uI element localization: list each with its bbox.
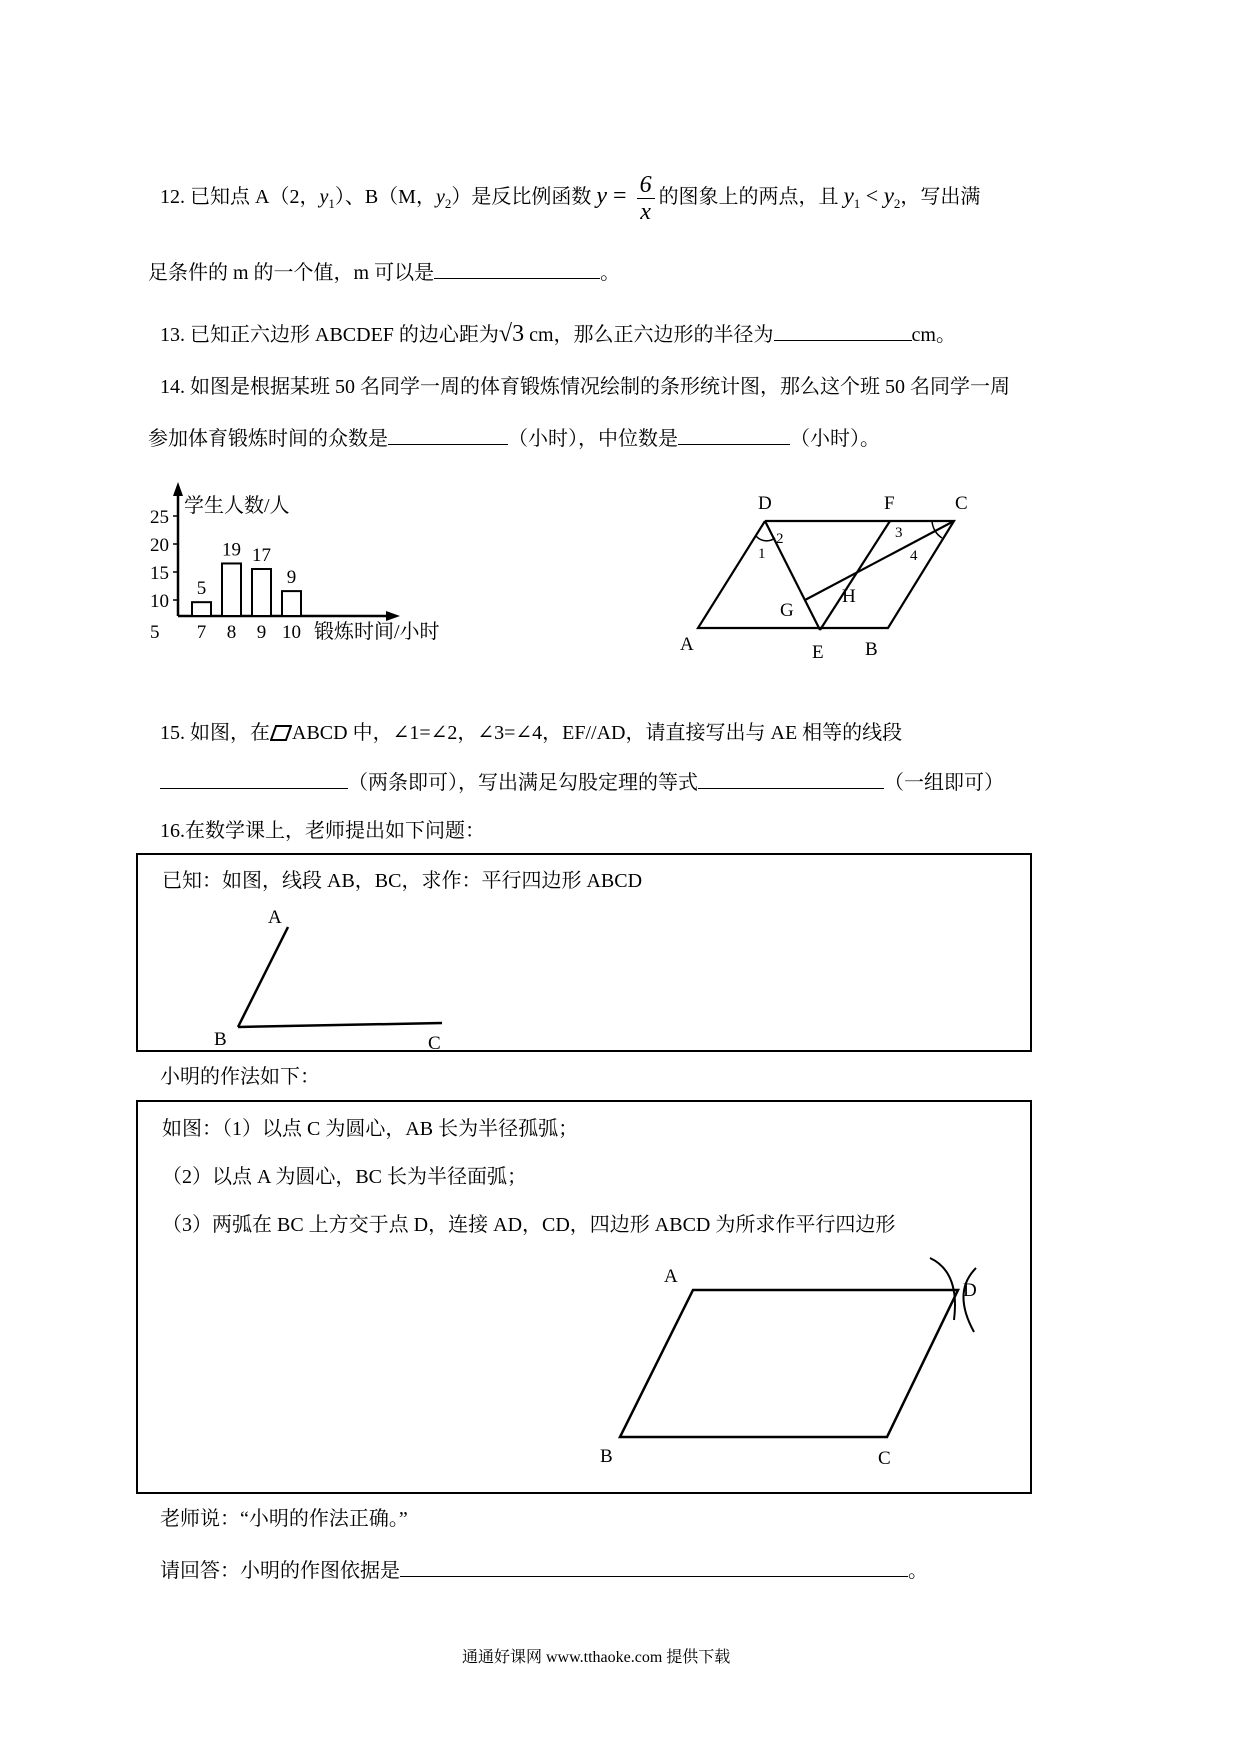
angle-label-2: 2 xyxy=(776,531,784,547)
problem-statement: 已知：如图，线段 AB，BC，求作：平行四边形 ABCD xyxy=(162,870,643,892)
q13-answer-blank[interactable] xyxy=(774,320,912,341)
x-axis-arrow xyxy=(386,611,400,621)
q13-line xyxy=(160,320,956,348)
q13-text-a: 13. 已知正六边形 ABCDEF 的边心距为 xyxy=(160,324,499,346)
q16-answer-blank[interactable] xyxy=(400,1556,908,1577)
q12-y2: y xyxy=(435,186,445,209)
step-3: （3）两弧在 BC 上方交于点 D，连接 AD，CD，四边形 ABCD 为所求作平行四边形 xyxy=(162,1214,896,1236)
bar-value-label: 5 xyxy=(196,578,207,600)
label-A: A xyxy=(680,634,694,655)
label-A: A xyxy=(664,1266,678,1287)
q14-line1 xyxy=(160,374,1010,400)
q15-text-b: ABCD 中，∠1=∠2，∠3=∠4，EF//AD，请直接写出与 AE 相等的线段 xyxy=(292,722,903,744)
segment-AB xyxy=(238,927,288,1027)
label-F: F xyxy=(884,493,895,514)
label-C: C xyxy=(878,1448,891,1469)
angle-label-1: 1 xyxy=(758,546,766,562)
y-tick-label: 20 xyxy=(150,535,169,556)
q12-text-c: ）是反比例函数 xyxy=(451,186,592,209)
q15-text-c: （两条即可），写出满足勾股定理的等式 xyxy=(348,772,698,794)
parallelogram-ABCD xyxy=(620,1290,958,1437)
q12-line2 xyxy=(148,258,620,286)
q13-text-c: cm。 xyxy=(911,324,956,346)
figure-outline xyxy=(698,521,954,628)
label-B: B xyxy=(600,1446,613,1467)
q12-line2-text: 足条件的 m 的一个值，m 可以是 xyxy=(148,262,435,284)
label-A: A xyxy=(268,907,282,928)
solution-box xyxy=(136,1100,1032,1494)
problem-box xyxy=(136,853,1032,1052)
teacher-text: 老师说：“小明的作法正确。” xyxy=(160,1508,408,1530)
bar-chart xyxy=(150,480,510,695)
label-B: B xyxy=(214,1029,227,1050)
q15-text-d: （一组即可） xyxy=(884,772,1004,794)
label-D: D xyxy=(963,1280,977,1301)
parallelogram-symbol xyxy=(270,725,292,741)
q14-line2 xyxy=(148,424,880,452)
step-2: （2）以点 A 为圆心，BC 长为半径面弧； xyxy=(162,1166,528,1188)
cond-y2: y xyxy=(883,183,894,209)
y-tick-label: 25 xyxy=(150,507,169,528)
cond-y1-sub: 1 xyxy=(853,196,861,212)
q12-y1: y xyxy=(319,186,329,209)
q14-line1-text: 14. 如图是根据某班 50 名同学一周的体育锻炼情况绘制的条形统计图，那么这个班 50 名同学一周 xyxy=(160,376,1010,398)
fraction-6-over-x xyxy=(637,172,655,225)
bar-9 xyxy=(252,569,271,616)
footer xyxy=(462,1644,730,1667)
teacher-comment xyxy=(160,1506,408,1532)
label-C: C xyxy=(955,493,968,514)
y-axis-title: 学生人数/人 xyxy=(184,495,290,517)
q12-answer-blank[interactable] xyxy=(434,258,600,279)
q14-text-a: 参加体育锻炼时间的众数是 xyxy=(148,428,388,450)
q12-y1-sub: 1 xyxy=(328,196,335,212)
q15-segments-blank[interactable] xyxy=(160,768,348,789)
less-than-sign: < xyxy=(860,183,884,209)
bar-7 xyxy=(192,602,211,616)
answer-line xyxy=(160,1556,928,1584)
answer-text: 请回答：小明的作图依据是 xyxy=(160,1560,400,1582)
y-tick-label: 15 xyxy=(150,563,169,584)
angle-label-4: 4 xyxy=(910,548,918,564)
bar-10 xyxy=(282,591,301,616)
cond-y2-sub: 2 xyxy=(893,196,901,212)
x-tick-label: 7 xyxy=(196,622,207,643)
q14-mode-blank[interactable] xyxy=(388,424,508,445)
q16-intro xyxy=(160,818,485,844)
q15-line2 xyxy=(160,768,1004,796)
footer-text: 通通好课网 www.tthaoke.com 提供下载 xyxy=(462,1649,731,1666)
construction-figure xyxy=(578,1252,1018,1482)
label-D: D xyxy=(758,493,772,514)
label-G: G xyxy=(780,600,794,621)
q15-equation-blank[interactable] xyxy=(698,768,884,789)
x-tick-label: 10 xyxy=(282,622,301,643)
answer-end: 。 xyxy=(908,1560,928,1582)
q15-text-a: 15. 如图，在 xyxy=(160,722,270,744)
equals-sign: = xyxy=(607,183,633,210)
bar-8 xyxy=(222,563,241,616)
xiaoming-label xyxy=(160,1064,320,1090)
q16-intro-text: 16.在数学课上，老师提出如下问题： xyxy=(160,820,485,842)
segment-BC xyxy=(238,1023,442,1027)
bar-value-label: 17 xyxy=(252,544,271,566)
label-B: B xyxy=(865,639,878,660)
fraction-denominator: x xyxy=(640,199,651,225)
x-tick-label: 8 xyxy=(226,622,237,643)
parallelogram-figure-15 xyxy=(670,480,990,680)
q12-text-e: ，写出满 xyxy=(900,186,981,209)
q14-median-blank[interactable] xyxy=(678,424,790,445)
q12-text-b: ）、B（M， xyxy=(334,186,436,209)
step-1: 如图：（1）以点 C 为圆心，AB 长为半径孤弧； xyxy=(162,1118,579,1140)
segment-FE xyxy=(820,521,890,630)
segment-CG xyxy=(805,521,954,600)
fraction-numerator: 6 xyxy=(637,172,655,199)
q12-end: 。 xyxy=(600,262,621,284)
segments-AB-BC-figure xyxy=(188,903,488,1051)
bar-value-label: 19 xyxy=(222,539,241,561)
q13-text-b: cm，那么正六边形的半径为 xyxy=(524,324,774,346)
angle-label-3: 3 xyxy=(895,525,903,541)
x-axis-title: 锻炼时间/小时 xyxy=(314,621,440,643)
y-axis-arrow xyxy=(173,482,183,496)
label-E: E xyxy=(812,642,824,663)
bar-value-label: 9 xyxy=(286,567,297,589)
y-tick-label: 5 xyxy=(150,622,160,643)
sqrt-3: √3 xyxy=(498,321,525,347)
q12-text-a: 12. 已知点 A（2， xyxy=(160,186,320,209)
q15-line1 xyxy=(160,720,902,746)
label-H: H xyxy=(842,586,856,607)
y-tick-label: 10 xyxy=(150,591,169,612)
q14-text-c: （小时）。 xyxy=(790,428,880,450)
q12-text-d: 的图象上的两点，且 xyxy=(658,186,839,209)
q14-text-b: （小时），中位数是 xyxy=(508,428,678,450)
function-y: y xyxy=(596,183,608,210)
label-C: C xyxy=(428,1033,441,1051)
x-tick-label: 9 xyxy=(256,622,267,643)
q12-line1 xyxy=(160,172,980,225)
xiaoming-text: 小明的作法如下： xyxy=(160,1066,320,1088)
q12-y2-sub: 2 xyxy=(444,196,452,212)
cond-y1: y xyxy=(843,183,854,209)
